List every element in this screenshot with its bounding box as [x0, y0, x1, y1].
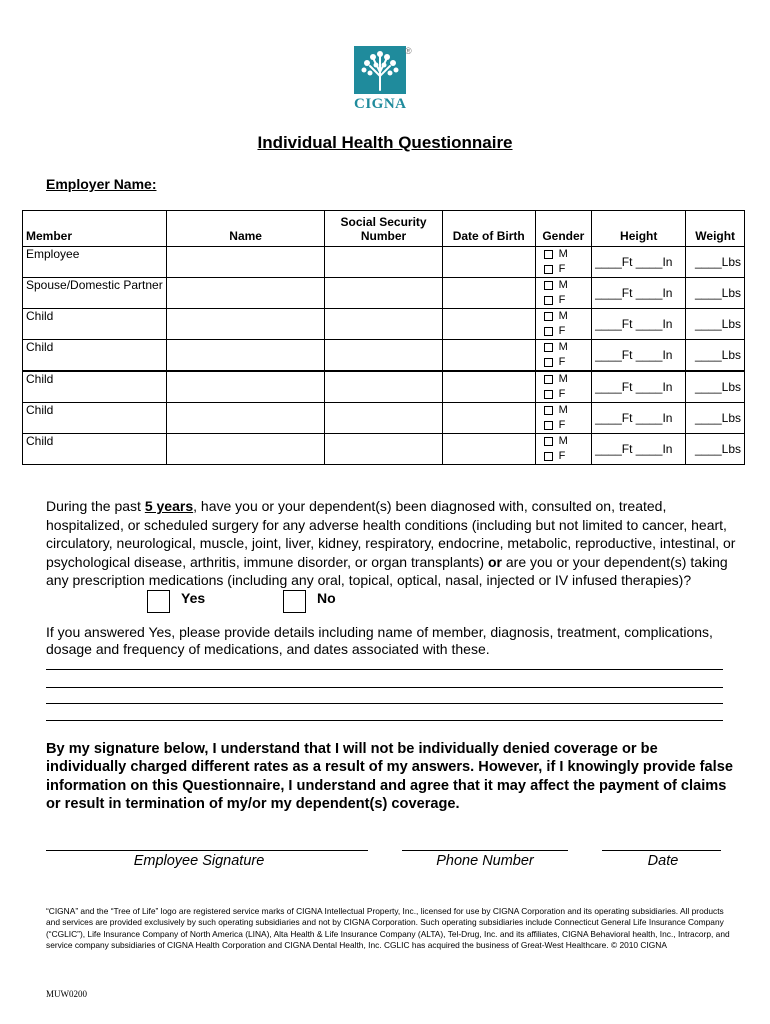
height-field[interactable]: ____Ft ____In: [592, 278, 686, 309]
header-dob: Date of Birth: [442, 211, 535, 247]
details-line-3[interactable]: [46, 703, 723, 704]
gender-f-label: F: [558, 356, 566, 368]
gender-f-option[interactable]: [539, 293, 588, 308]
name-field[interactable]: [166, 247, 324, 278]
gender-m-option[interactable]: [539, 247, 588, 262]
ssn-field[interactable]: [325, 340, 442, 372]
checkbox-icon[interactable]: [544, 406, 553, 415]
gender-m-label: M: [558, 279, 568, 291]
employee-signature-label: Employee Signature: [133, 853, 265, 869]
header-gender: Gender: [535, 211, 591, 247]
gender-cell: [535, 309, 591, 340]
member-cell: Spouse/Domestic Partner: [23, 278, 167, 309]
weight-field[interactable]: ____Lbs: [686, 403, 745, 434]
checkbox-icon[interactable]: [544, 358, 553, 367]
name-field[interactable]: [166, 403, 324, 434]
header-ssn-line2: Number: [360, 229, 407, 243]
weight-field[interactable]: ____Lbs: [686, 434, 745, 465]
employer-name-label: Employer Name:: [46, 176, 157, 192]
gender-cell: [535, 403, 591, 434]
dob-field[interactable]: [442, 434, 535, 465]
height-field[interactable]: ____Ft ____In: [592, 340, 686, 372]
header-member: Member: [23, 211, 167, 247]
question-part2: , have you or your dependent(s) been diagnosed with, consulted on, treated, hospitalized, or scheduled surgery for any adverse health conditions (including but not limited to cancer, heart, circulatory, neurological, muscle, joint, liver, kidney, respiratory, endocrine, metabolic, reproductive, intestinal, or psychological disease, arthritis, immune disorder, or organ transplants): [46, 498, 736, 570]
date-line[interactable]: [602, 850, 721, 851]
gender-m-label: M: [558, 248, 568, 260]
gender-f-label: F: [558, 294, 566, 306]
details-line-2[interactable]: [46, 687, 723, 688]
gender-m-option[interactable]: [539, 372, 588, 387]
height-field[interactable]: ____Ft ____In: [592, 371, 686, 403]
trademark-footnote: “CIGNA” and the “Tree of Life” logo are registered service marks of CIGNA Intellectual Property, Inc., licensed for use by CIGNA Corporation and its operating subsidiaries. All products and services are provided exclusively by such operating subsidiaries and not by CIGNA Corporation. Such operating subsidiaries include Connecticut General Life Insurance Company (“CGLIC”), Life Insurance Company of North America (LINA), Alta Health & Life Insurance Company (ALTA), Tel-Drug, Inc. and its affiliates, CIGNA Behavioral health, Inc., Intracorp, and service company subsidiaries of CIGNA Health Corporation and CIGNA Dental Health, Inc. CGLIC has acquired the business of Great-West Healthcare. © 2010 CIGNA: [46, 906, 730, 950]
gender-m-option[interactable]: [539, 434, 588, 449]
ssn-field[interactable]: [325, 403, 442, 434]
checkbox-icon[interactable]: [544, 421, 553, 430]
dob-field[interactable]: [442, 403, 535, 434]
weight-field[interactable]: ____Lbs: [686, 247, 745, 278]
height-field[interactable]: ____Ft ____In: [592, 309, 686, 340]
ssn-field[interactable]: [325, 278, 442, 309]
question-part1: During the past: [46, 498, 145, 514]
dob-field[interactable]: [442, 340, 535, 372]
member-cell: Child: [23, 403, 167, 434]
header-ssn-line1: Social Security: [340, 215, 427, 229]
yes-checkbox[interactable]: [147, 590, 170, 613]
checkbox-icon[interactable]: [544, 343, 553, 352]
table-row: [23, 247, 745, 278]
gender-m-label: M: [558, 373, 568, 385]
gender-m-label: M: [558, 341, 568, 353]
header-height: Height: [592, 211, 686, 247]
ssn-field[interactable]: [325, 247, 442, 278]
checkbox-icon[interactable]: [544, 375, 553, 384]
gender-f-option[interactable]: [539, 355, 588, 370]
no-label: No: [317, 590, 336, 606]
gender-m-label: M: [558, 404, 568, 416]
details-line-1[interactable]: [46, 669, 723, 670]
gender-m-label: M: [558, 310, 568, 322]
name-field[interactable]: [166, 371, 324, 403]
name-field[interactable]: [166, 309, 324, 340]
page-title: Individual Health Questionnaire: [257, 133, 513, 152]
member-cell: Employee: [23, 247, 167, 278]
gender-cell: [535, 340, 591, 372]
gender-f-label: F: [558, 263, 566, 275]
logo-wordmark: CIGNA: [354, 96, 407, 112]
gender-m-label: M: [558, 435, 568, 447]
phone-number-line[interactable]: [402, 850, 568, 851]
table-row: [23, 340, 745, 372]
checkbox-icon[interactable]: [544, 281, 553, 290]
gender-f-label: F: [558, 450, 566, 462]
signature-statement: By my signature below, I understand that I will not be individually denied coverage or be individually charged different rates as a result of my answers. However, if I knowingly provide false information on this Questionnaire, I understand and agree that it may affect the payment of claims or result in termination of my/or my dependent(s) coverage.: [46, 741, 733, 812]
header-weight: Weight: [686, 211, 745, 247]
details-line-4[interactable]: [46, 720, 723, 721]
checkbox-icon[interactable]: [544, 327, 553, 336]
question-or: or: [487, 553, 502, 570]
yes-label: Yes: [181, 590, 206, 606]
ssn-field[interactable]: [325, 309, 442, 340]
date-label: Date: [647, 853, 679, 869]
table-row: [23, 309, 745, 340]
gender-f-option[interactable]: [539, 262, 588, 277]
weight-field[interactable]: ____Lbs: [686, 371, 745, 403]
dob-field[interactable]: [442, 247, 535, 278]
table-header-row: [23, 211, 745, 247]
form-code: MUW0200: [46, 989, 87, 999]
checkbox-icon[interactable]: [544, 265, 553, 274]
gender-cell: [535, 434, 591, 465]
weight-field[interactable]: ____Lbs: [686, 309, 745, 340]
registered-mark: ®: [405, 46, 412, 56]
table-row: [23, 371, 745, 403]
gender-m-option[interactable]: [539, 309, 588, 324]
checkbox-icon[interactable]: [544, 452, 553, 461]
gender-cell: [535, 371, 591, 403]
checkbox-icon[interactable]: [544, 312, 553, 321]
member-cell: Child: [23, 309, 167, 340]
weight-field[interactable]: ____Lbs: [686, 340, 745, 372]
gender-f-option[interactable]: [539, 418, 588, 433]
table-row: [23, 278, 745, 309]
header-ssn: [325, 211, 442, 247]
checkbox-icon[interactable]: [544, 390, 553, 399]
gender-m-option[interactable]: [539, 340, 588, 355]
gender-m-option[interactable]: [539, 278, 588, 293]
gender-m-option[interactable]: [539, 403, 588, 418]
height-field[interactable]: ____Ft ____In: [592, 403, 686, 434]
gender-f-label: F: [558, 325, 566, 337]
weight-field[interactable]: ____Lbs: [686, 278, 745, 309]
name-field[interactable]: [166, 278, 324, 309]
cigna-logo: [354, 46, 412, 116]
gender-f-option[interactable]: [539, 387, 588, 402]
phone-number-label: Phone Number: [436, 853, 534, 869]
gender-cell: [535, 247, 591, 278]
gender-cell: [535, 278, 591, 309]
height-field[interactable]: ____Ft ____In: [592, 434, 686, 465]
checkbox-icon[interactable]: [544, 250, 553, 259]
ssn-field[interactable]: [325, 371, 442, 403]
ssn-field[interactable]: [325, 434, 442, 465]
checkbox-icon[interactable]: [544, 437, 553, 446]
dob-field[interactable]: [442, 309, 535, 340]
height-field[interactable]: ____Ft ____In: [592, 247, 686, 278]
question-part3: are you or your dependent(s) taking any prescription medications (including any oral, topical, optical, nasal, injected or IV infused therapies)?: [46, 553, 728, 588]
if-yes-instructions: If you answered Yes, please provide details including name of member, diagnosis, treatment, complications, dosage and frequency of medications, and dates associated with these.: [46, 624, 713, 657]
member-cell: Child: [23, 340, 167, 372]
member-cell: Child: [23, 434, 167, 465]
member-table: [22, 210, 745, 465]
member-cell: Child: [23, 371, 167, 403]
header-name: Name: [166, 211, 324, 247]
employee-signature-line[interactable]: [46, 850, 368, 851]
dob-field[interactable]: [442, 371, 535, 403]
dob-field[interactable]: [442, 278, 535, 309]
gender-f-option[interactable]: [539, 449, 588, 464]
question-emphasis: 5 years: [144, 498, 194, 514]
name-field[interactable]: [166, 434, 324, 465]
health-question: [46, 497, 736, 590]
checkbox-icon[interactable]: [544, 296, 553, 305]
gender-f-label: F: [558, 388, 566, 400]
gender-f-label: F: [558, 419, 566, 431]
gender-f-option[interactable]: [539, 324, 588, 339]
table-row: [23, 434, 745, 465]
no-checkbox[interactable]: [283, 590, 306, 613]
tree-of-life-icon: [354, 46, 406, 94]
name-field[interactable]: [166, 340, 324, 372]
table-row: [23, 403, 745, 434]
